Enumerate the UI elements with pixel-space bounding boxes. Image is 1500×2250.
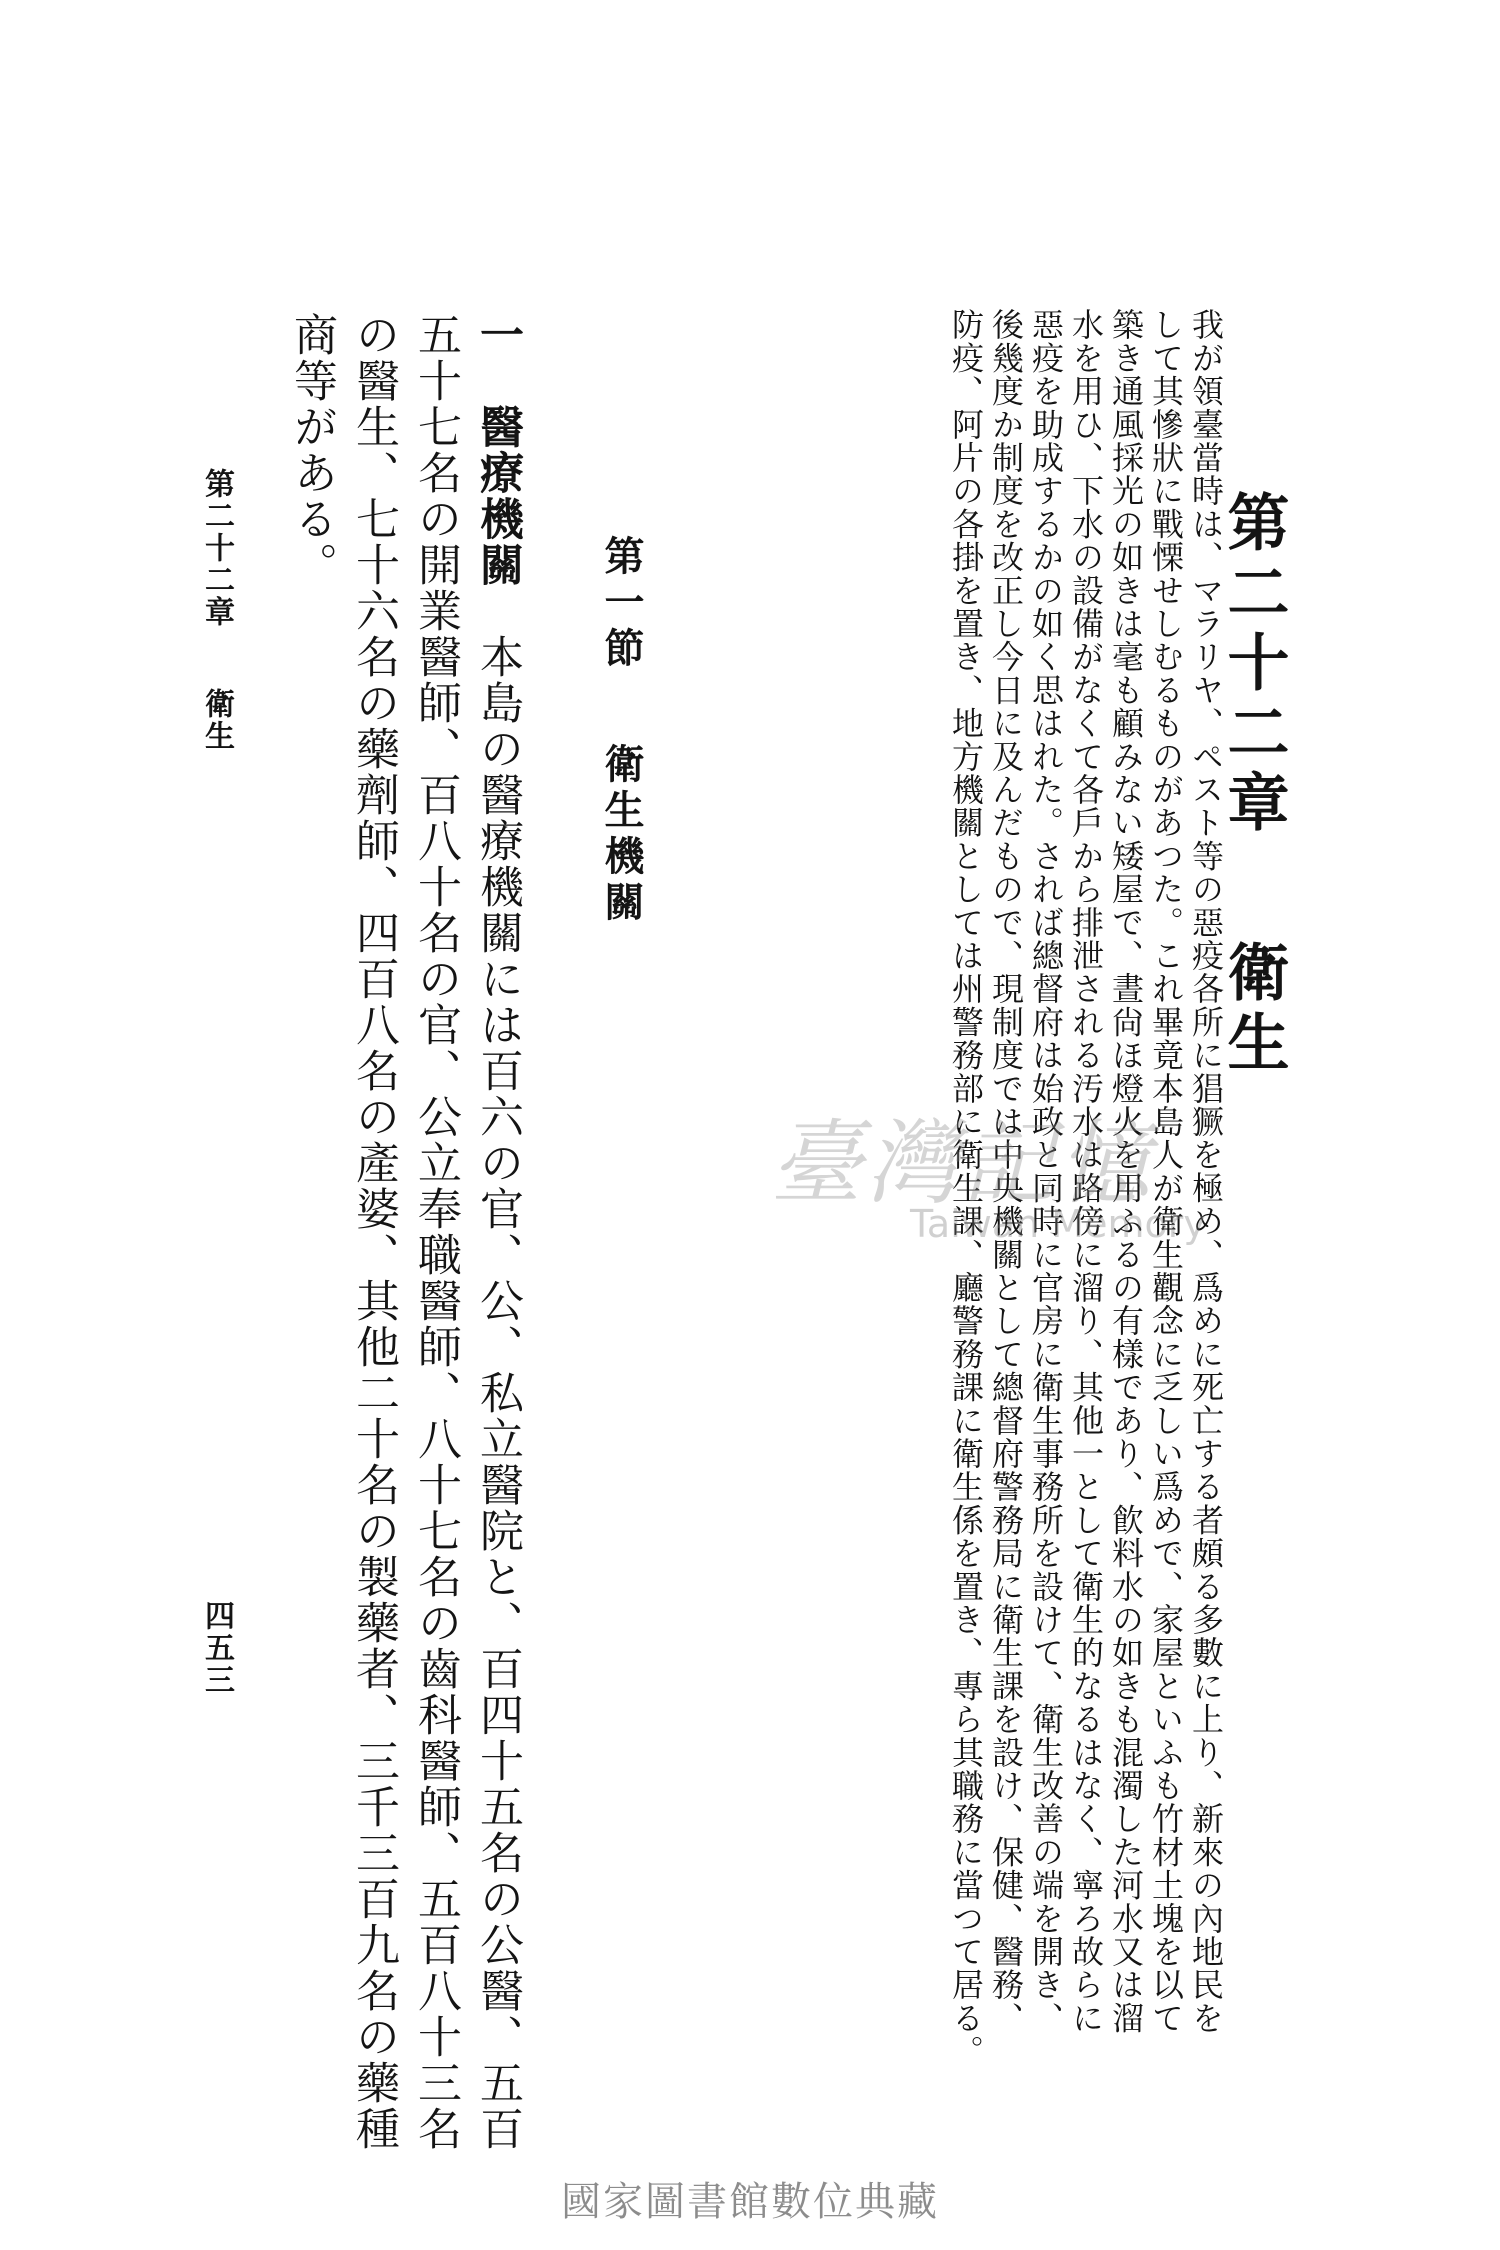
text-line: 築き通風採光の如きは毫も顧みない矮屋で、晝尙ほ燈火を用ふるの有樣であり、飮料水の如きも混濁した河水又は溜 xyxy=(1107,308,1145,2035)
intro-paragraph xyxy=(666,308,1226,2068)
running-header xyxy=(198,468,238,788)
text-run: 本島の醫療機關には百六の官、公、私立醫院と、百四十五名の公醫、五百 xyxy=(472,634,523,2152)
section-heading xyxy=(600,535,650,995)
text-line: の醫生、七十六名の藥劑師、四百八名の產婆、其他二十名の製藥者、三千三百九名の藥種 xyxy=(348,312,399,2152)
item-label: 一 醫療機關 xyxy=(472,312,523,588)
running-header-chapter: 第二十二章 xyxy=(199,468,234,628)
text-line: 我が領臺當時は、マラリヤ、ペスト等の惡疫各所に猖獗を極め、爲めに死亡する者頗る多數に上り、新來の內地民を xyxy=(1187,308,1225,2035)
text-line: して其慘狀に戰慄せしむるものがあつた。これ畢竟本島人が衛生觀念に乏しい爲めで、家屋といふも竹材土塊を以て xyxy=(1147,308,1185,2035)
watermark-chinese: 臺灣記憶 xyxy=(770,1110,1155,1217)
chapter-number: 第二十二章 xyxy=(1217,490,1290,840)
text-line: 商等がある。 xyxy=(286,312,337,588)
page-number: 四五三 xyxy=(199,1600,234,1696)
chapter-title xyxy=(1217,490,1298,1130)
section-number: 第一節 xyxy=(598,535,645,673)
text-line: 五十七名の開業醫師、百八十名の官、公立奉職醫師、八十七名の齒科醫師、五百八十三名 xyxy=(410,312,461,2152)
footer-credit: 國家圖書館數位典藏 xyxy=(561,2179,939,2225)
chapter-name: 衛生 xyxy=(1217,940,1290,1080)
text-line: 防疫、阿片の各掛を置き、地方機關としては州警務部に衛生課、廳警務課に衛生係を置き、專ら其職務に當つて居る。 xyxy=(947,308,985,2068)
text-line: 惡疫を助成するかの如く思はれた。されば總督府は始政と同時に官房に衛生事務所を設けて、衛生改善の端を開き、 xyxy=(1027,308,1065,2035)
section-title: 衛生機關 xyxy=(598,743,645,927)
text-line: 水を用ひ、下水の設備がなくて各戶から排泄される汚水は路傍に溜り、其他一として衛生的なるはなく、寧ろ故らに xyxy=(1067,308,1105,2035)
text-line xyxy=(466,312,528,2152)
running-header-title: 衛生 xyxy=(199,688,234,752)
text-line: 後幾度か制度を改正し今日に及んだもので、現制度では中央機關として總督府警務局に衛生課を設け、保健、醫務、 xyxy=(987,308,1025,2035)
medical-paragraph xyxy=(198,312,528,2152)
watermark-english: Taiwan Memory xyxy=(910,1202,1206,1246)
